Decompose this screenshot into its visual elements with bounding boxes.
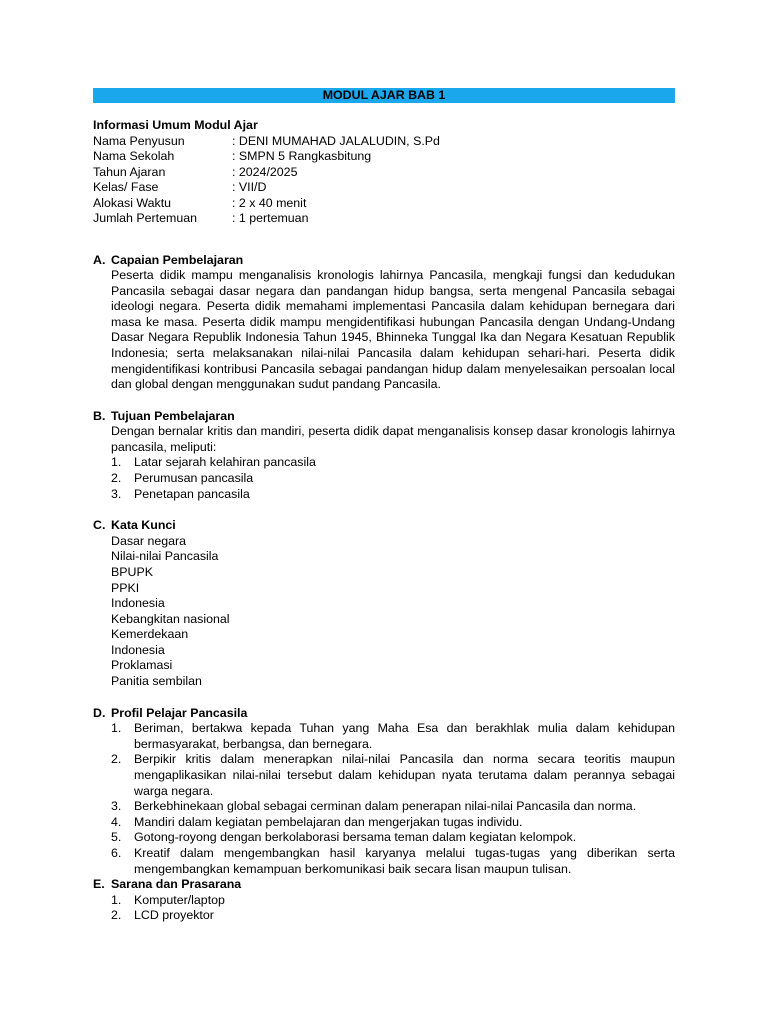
info-row <box>93 165 675 181</box>
list-text: Beriman, bertakwa kepada Tuhan yang Maha Esa dan berakhlak mulia dalam kehidupan bermasyarakat, berbangsa, dan bernegara. <box>134 721 675 751</box>
list-item <box>111 721 675 752</box>
list-item <box>111 799 675 815</box>
keyword: Kebangkitan nasional <box>111 611 230 626</box>
section-heading <box>93 877 675 893</box>
section-title: Sarana dan Prasarana <box>111 877 242 892</box>
list-number: 1. <box>111 892 122 907</box>
list-text: Berpikir kritis dalam menerapkan nilai-nilai Pancasila dan norma secara teoritis maupun mengaplikasikan nilai-nilai tersebut dalam kehidupan nyata terutama dalam perannya sebagai warga negara. <box>134 752 675 798</box>
list-item <box>111 471 675 487</box>
section-letter: E. <box>93 877 105 892</box>
keyword: Indonesia <box>111 642 165 657</box>
list-item <box>111 908 675 924</box>
info-value: : DENI MUMAHAD JALALUDIN, S.Pd <box>232 133 440 148</box>
section-heading <box>93 409 675 425</box>
section-intro: Dengan bernalar kritis dan mandiri, peserta didik dapat menganalisis konsep dasar kronologis lahirnya pancasila, meliputi: <box>111 424 675 454</box>
list-number: 1. <box>111 455 122 470</box>
keyword: Proklamasi <box>111 658 173 673</box>
info-row <box>93 180 675 196</box>
list-item <box>111 893 675 909</box>
section-letter: A. <box>93 252 106 267</box>
list-number: 3. <box>111 486 122 501</box>
list-number: 2. <box>111 471 122 486</box>
list-number: 1. <box>111 721 122 736</box>
info-label: Nama Sekolah <box>93 149 175 163</box>
list-item <box>111 487 675 503</box>
section-letter: B. <box>93 408 106 423</box>
keyword: Indonesia <box>111 596 165 611</box>
list-number: 3. <box>111 799 122 814</box>
info-value: : 2 x 40 menit <box>232 195 307 210</box>
section-title: Capaian Pembelajaran <box>111 252 244 267</box>
section-heading <box>93 706 675 722</box>
list-text: Latar sejarah kelahiran pancasila <box>134 455 316 470</box>
info-label: Nama Penyusun <box>93 133 185 148</box>
list-item <box>111 815 675 831</box>
info-value: : 1 pertemuan <box>232 211 309 225</box>
section-profil-pelajar-pancasila <box>93 706 675 877</box>
list-number: 6. <box>111 845 122 860</box>
section-heading <box>93 253 675 269</box>
keyword: BPUPK <box>111 564 154 579</box>
list-text: Kreatif dalam mengembangkan hasil karyanya melalui tugas-tugas yang diberikan serta mengembangkan kemampuan berkomunikasi baik secara lisan maupun tulisan. <box>134 845 675 876</box>
list-item <box>111 455 675 471</box>
document-title: MODUL AJAR BAB 1 <box>93 88 675 103</box>
list-number: 2. <box>111 908 122 923</box>
section-letter: C. <box>93 518 106 533</box>
keyword: Kemerdekaan <box>111 627 189 642</box>
info-row <box>93 211 675 227</box>
keyword: PPKI <box>111 580 140 595</box>
info-value: : SMPN 5 Rangkasbitung <box>232 149 372 163</box>
section-letter: D. <box>93 705 106 720</box>
document-page <box>93 88 675 924</box>
info-block <box>93 118 675 227</box>
info-value: : VII/D <box>232 180 267 194</box>
section-kata-kunci <box>93 518 675 689</box>
info-label: Kelas/ Fase <box>93 180 159 194</box>
section-capaian-pembelajaran <box>93 253 675 393</box>
info-row <box>93 149 675 165</box>
list-text: Penetapan pancasila <box>134 486 250 501</box>
info-value: : 2024/2025 <box>232 164 298 179</box>
keyword: Dasar negara <box>111 533 187 548</box>
list-item <box>111 846 675 877</box>
list-number: 5. <box>111 830 122 845</box>
list-number: 2. <box>111 752 122 767</box>
list-text: Mandiri dalam kegiatan pembelajaran dan mengerjakan tugas individu. <box>134 814 523 829</box>
section-title: Profil Pelajar Pancasila <box>111 705 248 720</box>
section-title: Tujuan Pembelajaran <box>111 408 235 423</box>
info-heading: Informasi Umum Modul Ajar <box>93 118 258 132</box>
section-paragraph: Peserta didik mampu menganalisis kronologis lahirnya Pancasila, mengkaji fungsi dan kedudukan Pancasila sebagai dasar negara dan pandangan hidup bangsa, serta mengenal Pancasila sebagai ideologi negara. Peserta didik memahami implementasi Pancasila dalam kehidupan bernegara dari masa ke masa. Peserta didik mampu mengidentifikasi hubungan Pancasila dengan Undang-Undang Dasar Negara Republik Indonesia Tahun 1945, Bhinneka Tunggal Ika dan Negara Kesatuan Republik Indonesia; serta melaksanakan nilai-nilai Pancasila dalam kehidupan sehari-hari. Peserta didik mengidentifikasi kontribusi Pancasila sebagai pandangan hidup dalam menyelesaikan persoalan local dan global dengan menggunakan sudut pandang Pancasila. <box>111 268 675 392</box>
list-text: Perumusan pancasila <box>134 471 254 486</box>
info-row <box>93 134 675 150</box>
section-tujuan-pembelajaran <box>93 409 675 502</box>
info-row <box>93 196 675 212</box>
keyword: Panitia sembilan <box>111 674 202 689</box>
list-number: 4. <box>111 814 122 829</box>
section-title: Kata Kunci <box>111 518 176 533</box>
list-text: Berkebhinekaan global sebagai cerminan dalam penerapan nilai-nilai Pancasila dan norma. <box>134 799 637 814</box>
list-item <box>111 830 675 846</box>
list-text: Gotong-royong dengan berkolaborasi bersama teman dalam kegiatan kelompok. <box>134 830 577 845</box>
list-text: LCD proyektor <box>134 908 214 923</box>
list-text: Komputer/laptop <box>134 892 225 907</box>
info-label: Alokasi Waktu <box>93 195 172 210</box>
section-sarana-prasarana <box>93 877 675 924</box>
info-label: Tahun Ajaran <box>93 164 166 179</box>
list-item <box>111 752 675 799</box>
info-label: Jumlah Pertemuan <box>93 211 197 225</box>
section-heading <box>93 518 675 534</box>
keyword: Nilai-nilai Pancasila <box>111 549 219 564</box>
